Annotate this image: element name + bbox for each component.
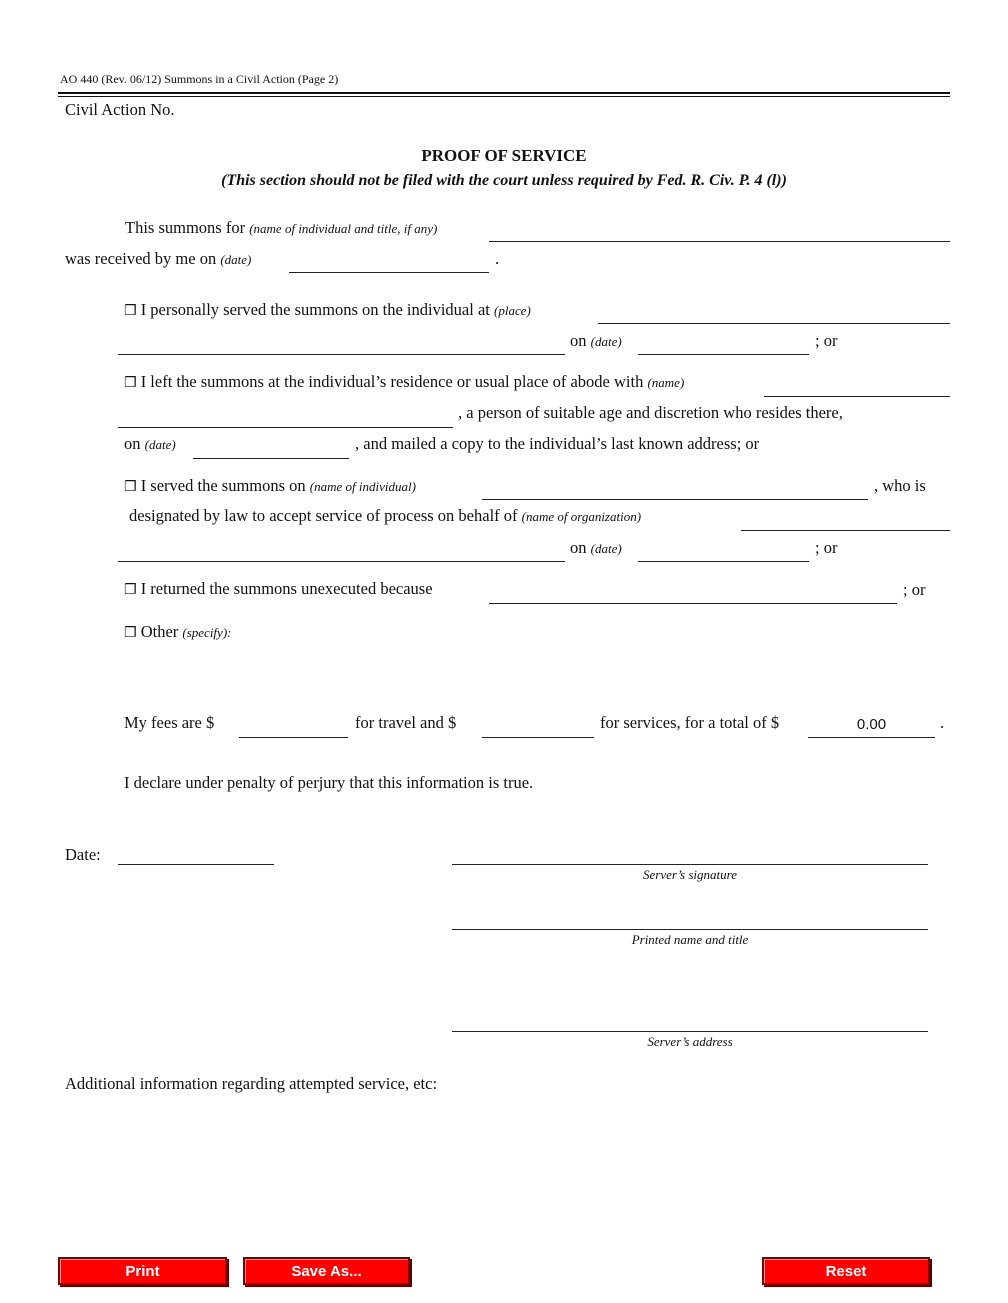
page-subtitle: (This section should not be filed with the court unless required by Fed. R. Civ. P. 4 (l)) [221,172,787,189]
served-who-is: , who is [874,476,926,495]
served-or: ; or [815,538,838,557]
additional-info-label: Additional information regarding attempted service, etc: [65,1074,438,1093]
summons-for-field[interactable] [489,219,950,241]
served-org-hint: (name of organization) [521,509,642,524]
server-address-field[interactable] [452,985,928,1029]
opt-other-label: Other [140,622,179,641]
printed-name-caption: Printed name and title [631,932,749,947]
served-on-label: on [570,538,587,557]
opt-personal-row [124,300,531,320]
opt-returned-label: I returned the summons unexecuted because [140,579,433,598]
opt-other-row [124,622,231,642]
personal-date-field[interactable] [638,332,809,354]
received-date-line [289,272,489,273]
served-individual-field[interactable] [482,477,868,499]
server-signature-caption: Server’s signature [642,867,737,882]
opt-served-hint: (name of individual) [309,479,416,494]
summons-for-hint: (name of individual and title, if any) [249,221,438,236]
received-label: was received by me on [65,249,217,268]
residence-checkbox[interactable]: ❒ [124,375,137,391]
residence-date-field[interactable] [193,436,349,458]
served-date-hint: (date) [590,541,622,556]
declaration-text: I declare under penalty of perjury that this information is true. [124,773,534,792]
opt-personal-label: I personally served the summons on the individual at [140,300,490,319]
fees-label: My fees are $ [124,713,215,732]
opt-served-label: I served the summons on [140,476,306,495]
form-id: AO 440 (Rev. 06/12) Summons in a Civil Action (Page 2) [60,72,339,86]
opt-personal-hint: (place) [494,303,531,318]
personal-place-field[interactable] [598,301,950,323]
services-fee-field[interactable] [482,715,594,737]
served-org-field[interactable] [741,508,950,530]
services-label: for services, for a total of $ [600,713,780,732]
printed-name-field[interactable] [452,907,928,929]
signature-date-field[interactable] [118,842,274,864]
personal-place-field-2[interactable] [118,332,565,354]
save-as-button[interactable]: Save As... [243,1257,410,1285]
personal-on-label: on [570,331,587,350]
travel-label: for travel and $ [355,713,457,732]
returned-or: ; or [903,580,926,599]
received-date-field[interactable] [289,250,489,272]
served-date-field[interactable] [638,539,809,561]
residence-name-field[interactable] [764,374,950,396]
opt-residence-row [124,372,684,392]
summons-for-line [489,241,950,242]
travel-fee-field[interactable] [239,715,348,737]
residence-person-text: , a person of suitable age and discretion who resides there, [458,403,843,422]
returned-reason-field[interactable] [489,581,897,603]
opt-residence-hint: (name) [647,375,685,390]
personal-or: ; or [815,331,838,350]
server-signature-field[interactable] [452,842,928,864]
residence-mailed-text: , and mailed a copy to the individual’s last known address; or [355,434,760,453]
server-address-caption: Server’s address [647,1034,733,1049]
other-specify-field[interactable] [250,622,950,682]
served-designated-text: designated by law to accept service of process on behalf of [129,506,518,525]
civil-action-number-field[interactable] [190,100,490,122]
print-button[interactable]: Print [58,1257,227,1285]
page-title: PROOF OF SERVICE [421,146,587,165]
opt-residence-label: I left the summons at the individual’s residence or usual place of abode with [140,372,644,391]
server-signature-line [452,864,928,865]
other-checkbox[interactable]: ❒ [124,625,137,641]
civil-action-label: Civil Action No. [65,100,175,119]
returned-checkbox[interactable]: ❒ [124,582,137,598]
residence-on-label: on [124,434,141,453]
header-rule [58,92,950,97]
reset-button[interactable]: Reset [762,1257,930,1285]
summons-for-label: This summons for [125,218,246,237]
opt-served-row [124,476,416,496]
additional-info-field[interactable] [65,1098,950,1238]
personal-checkbox[interactable]: ❒ [124,303,137,319]
received-hint: (date) [220,252,252,267]
opt-other-hint: (specify): [182,625,232,640]
opt-returned-row [124,579,433,599]
residence-date-hint: (date) [144,437,176,452]
residence-name-field-2[interactable] [118,405,453,427]
summons-for-row [125,218,437,238]
personal-date-hint: (date) [590,334,622,349]
date-label: Date: [65,845,101,864]
served-org-field-2[interactable] [118,539,565,561]
received-row [65,249,251,269]
served-checkbox[interactable]: ❒ [124,479,137,495]
total-fee-value: 0.00 [856,716,887,733]
